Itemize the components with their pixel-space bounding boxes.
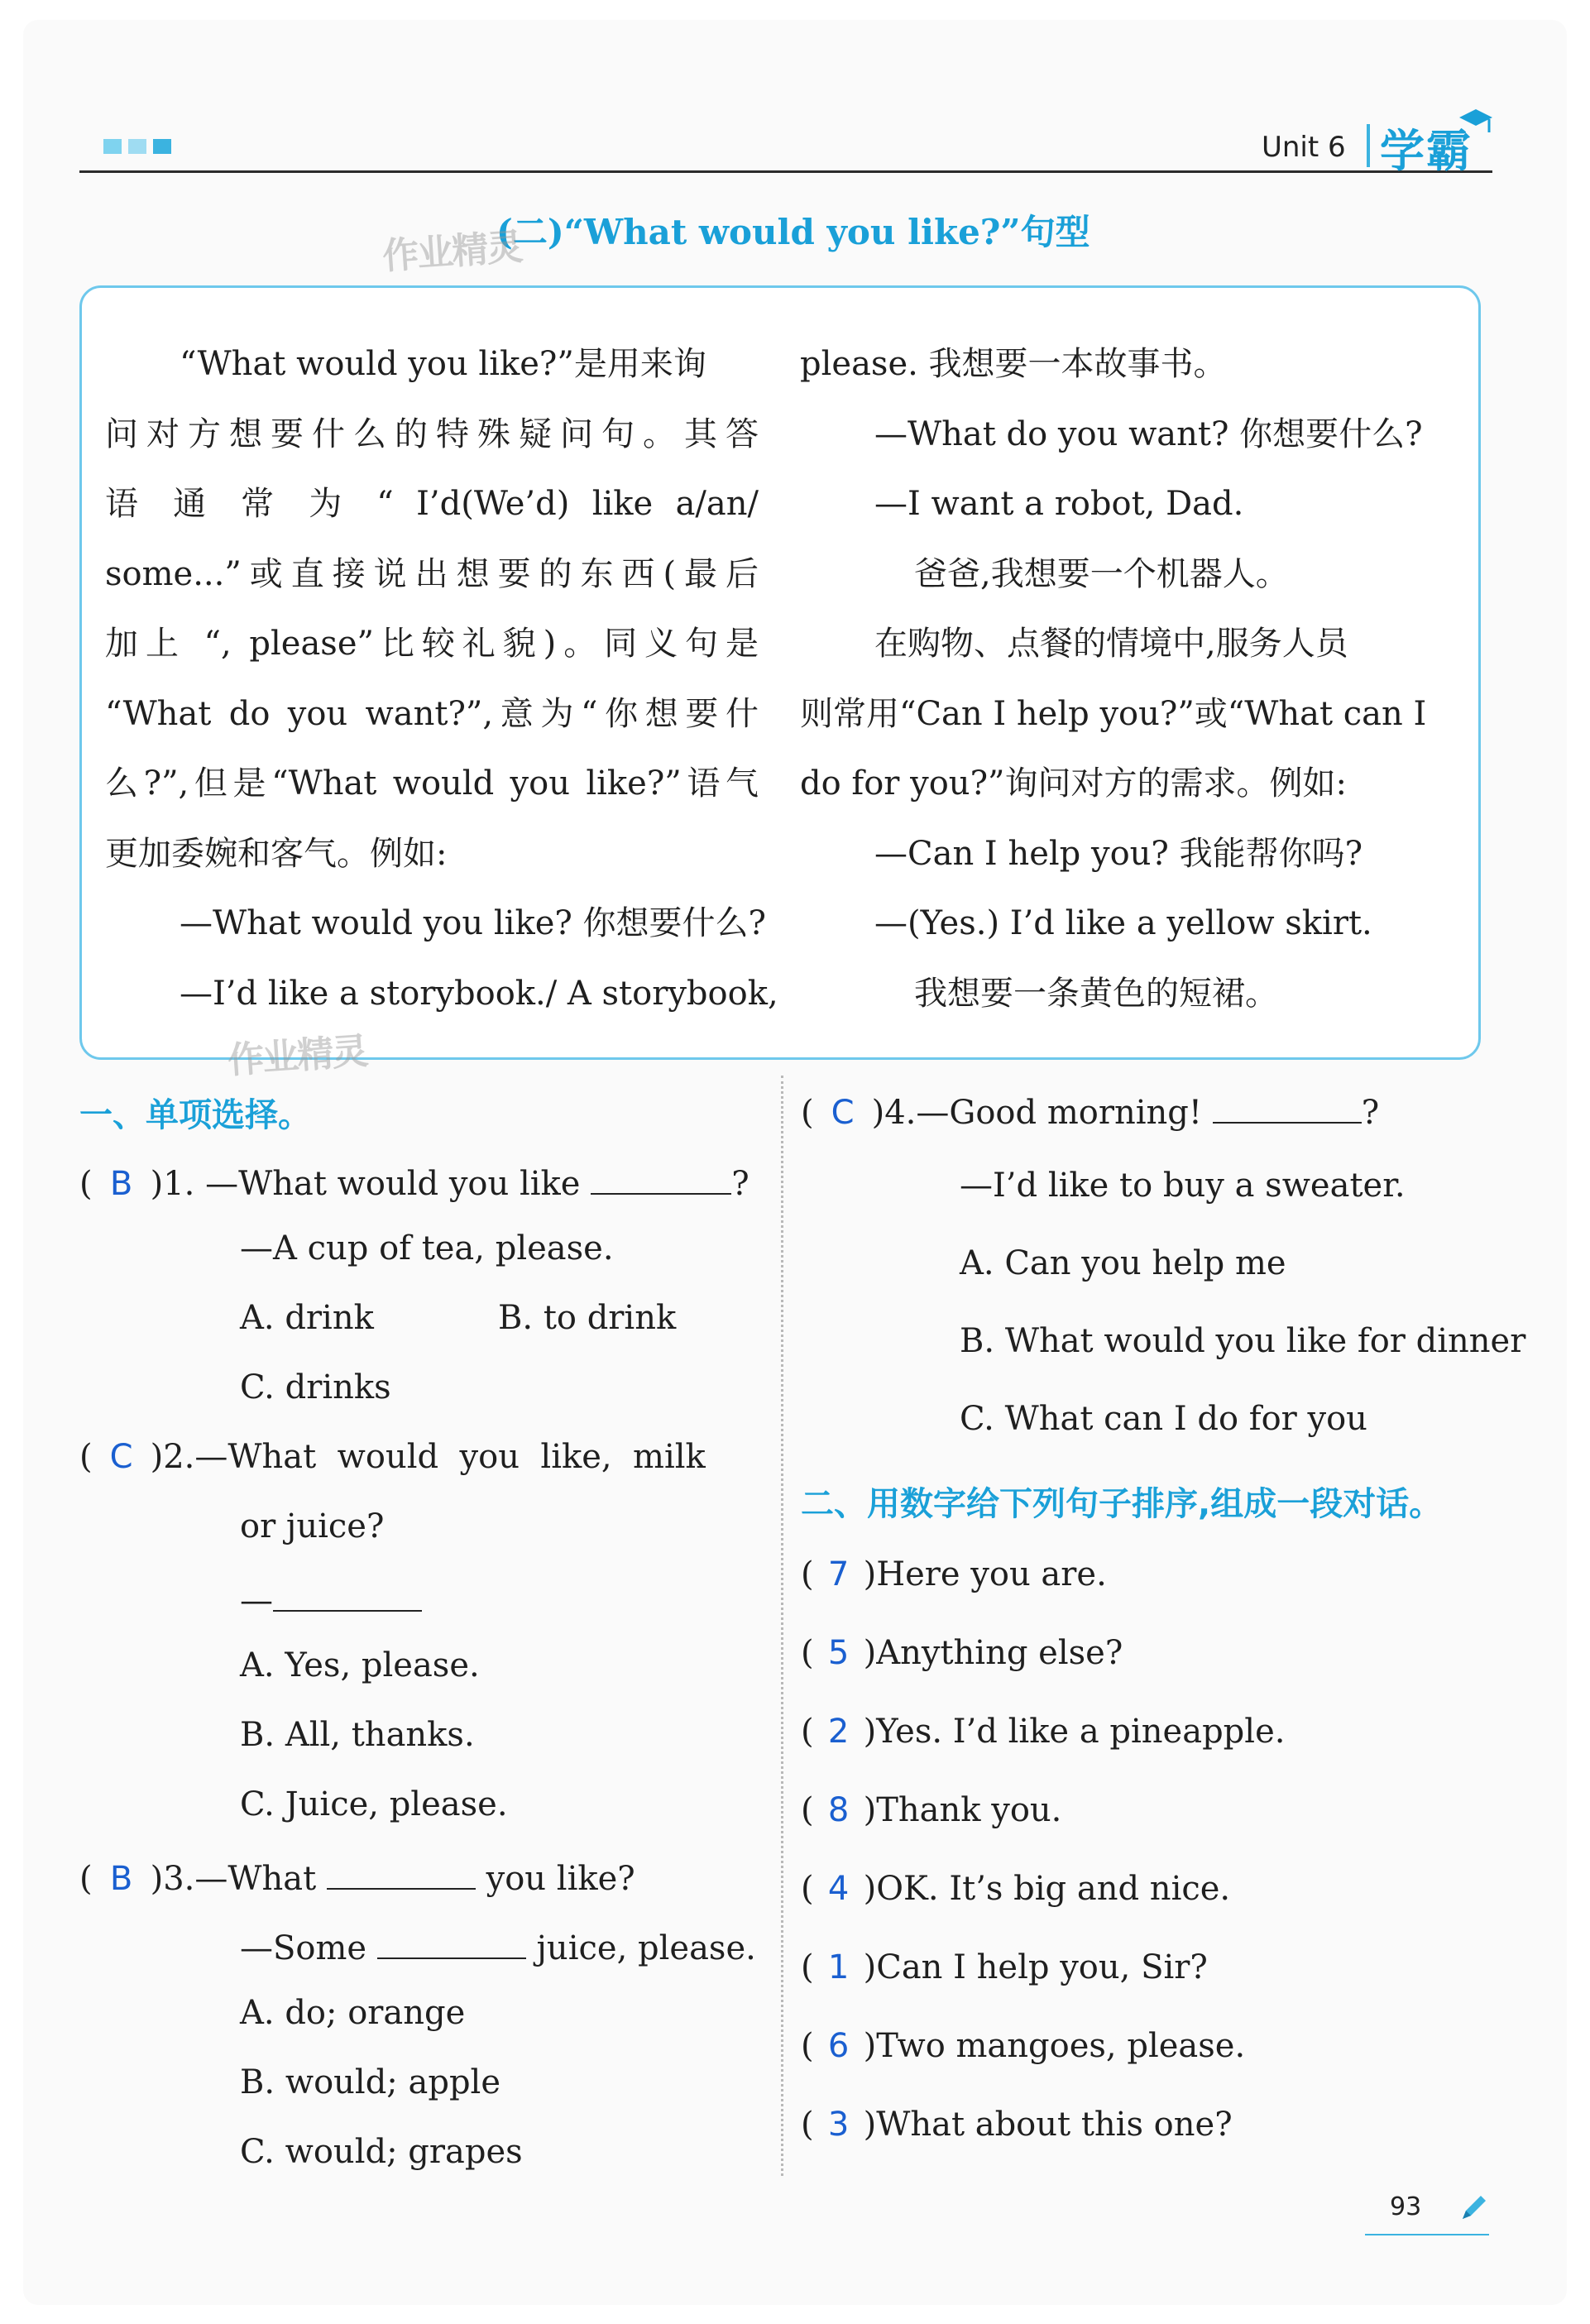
text-line: 么?”,但是“What would you like?”语气 [105, 764, 759, 803]
order-item: (2 )Yes. I’d like a pineapple. [801, 1713, 1286, 1751]
dialogue-line: —A cup of tea, please. [240, 1229, 614, 1267]
text-line: 在购物、点餐的情境中,服务人员 [874, 625, 1348, 663]
text-line: do for you?”询问对方的需求。例如: [800, 764, 1347, 803]
answer-blank[interactable] [591, 1160, 731, 1195]
order-number: 4 [827, 1870, 850, 1908]
dash: — [240, 1582, 273, 1620]
order-text: )Thank you. [863, 1791, 1062, 1829]
grammar-left-column [105, 329, 778, 1028]
question-1: (B )1. —What would you like ? [79, 1160, 750, 1203]
text-line: —(Yes.) I’d like a yellow skirt. [874, 904, 1372, 942]
section2-heading: 二、用数字给下列句子排序,组成一段对话。 [801, 1485, 1443, 1523]
watermark: 作业精灵 [381, 226, 523, 278]
answer-blank[interactable] [377, 1924, 526, 1959]
order-text: )Here you are. [863, 1555, 1107, 1593]
order-item: (3 )What about this one? [801, 2106, 1233, 2144]
footer-rule [1365, 2234, 1489, 2235]
order-text: )OK. It’s big and nice. [863, 1870, 1231, 1908]
grammar-box [79, 285, 1481, 1060]
question-stem: —What would you like, milk [194, 1438, 706, 1476]
text-line: 语 通 常 为 “ I’d(We’d) like a/an/ [105, 485, 759, 523]
question-stem-end: ? [731, 1165, 750, 1203]
order-item: (5 )Anything else? [801, 1634, 1123, 1672]
answer-blank[interactable] [273, 1577, 422, 1612]
option-a: A. Yes, please. [240, 1646, 480, 1684]
order-number: 3 [827, 2106, 850, 2144]
text-line: please. 我想要一本故事书。 [800, 345, 1227, 383]
question-stem: —What would you like [205, 1165, 581, 1203]
order-number: 7 [827, 1555, 850, 1593]
option-c: C. drinks [240, 1368, 391, 1406]
response-line [240, 1924, 756, 1967]
option-c: C. Juice, please. [240, 1785, 508, 1823]
order-number: 5 [827, 1634, 850, 1672]
question-number: )2. [150, 1438, 195, 1476]
text-line: 更加委婉和客气。例如: [105, 834, 448, 873]
option-a: A. do; orange [240, 1994, 466, 2032]
question-stem-end: ? [1361, 1094, 1380, 1132]
section-title: (二)“What would you like?”句型 [496, 212, 1090, 252]
text-line: 爸爸,我想要一个机器人。 [914, 554, 1289, 593]
header-separator [1367, 124, 1370, 167]
text-line: —I’d like a storybook./ A storybook, [180, 974, 778, 1013]
text-line: —I want a robot, Dad. [874, 485, 1244, 523]
column-divider [781, 1076, 783, 2176]
order-text: )Two mangoes, please. [863, 2027, 1246, 2065]
text-line: “What do you want?”,意为“你想要什 [105, 694, 759, 733]
answer-blank[interactable] [1213, 1089, 1362, 1124]
grammar-right-column [800, 329, 1462, 1028]
response-start: —Some [240, 1929, 367, 1967]
option-b: B. to drink [498, 1299, 677, 1337]
option-b: B. would; apple [240, 2063, 501, 2101]
text-line: 加上 “, please”比较礼貌)。同义句是 [105, 625, 759, 663]
question-continuation: or juice? [240, 1507, 385, 1545]
header-decoration [103, 139, 171, 154]
answer-blank[interactable] [327, 1855, 476, 1890]
question-stem: —Good morning! [916, 1094, 1202, 1132]
option-c: C. would; grapes [240, 2133, 523, 2171]
question-stem-end: you like? [486, 1860, 635, 1898]
answer-q1: B [109, 1165, 133, 1203]
order-item: (4 )OK. It’s big and nice. [801, 1870, 1231, 1908]
order-number: 8 [827, 1791, 850, 1829]
answer-q4: C [831, 1094, 855, 1132]
graduation-cap-icon [1456, 103, 1494, 141]
question-number: )1. [150, 1165, 195, 1203]
option-b: B. All, thanks. [240, 1716, 475, 1754]
question-number: )3. [150, 1860, 195, 1898]
brand-logo: 学霸 [1380, 125, 1473, 177]
option-a: A. drink [240, 1299, 374, 1337]
order-item: (8 )Thank you. [801, 1791, 1062, 1829]
page-number: 93 [1390, 2192, 1422, 2221]
order-text: )What about this one? [863, 2106, 1233, 2144]
order-item: (1 )Can I help you, Sir? [801, 1948, 1208, 1986]
section1-heading: 一、单项选择。 [79, 1096, 311, 1134]
order-number: 2 [827, 1713, 850, 1751]
text-line: —What would you like? 你想要什么? [180, 904, 766, 942]
watermark: 作业精灵 [226, 1030, 368, 1082]
header-rule [79, 170, 1492, 173]
text-line: “What would you like?”是用来询 [180, 345, 706, 383]
option-c: C. What can I do for you [960, 1400, 1367, 1438]
text-line: 问对方想要什么的特殊疑问句。其答 [105, 414, 759, 453]
unit-label: Unit 6 [1262, 131, 1346, 164]
dialogue-line: —I’d like to buy a sweater. [960, 1167, 1406, 1205]
order-text: )Yes. I’d like a pineapple. [863, 1713, 1286, 1751]
question-3: (B )3.—What you like? [79, 1855, 635, 1898]
order-number: 1 [827, 1948, 850, 1986]
order-text: )Anything else? [863, 1634, 1123, 1672]
text-line: some...”或直接说出想要的东西(最后 [105, 554, 759, 593]
question-4: (C )4.—Good morning! ? [801, 1089, 1379, 1132]
response-end: juice, please. [536, 1929, 756, 1967]
question-2: (C )2.—What would you like, milk [79, 1438, 706, 1476]
text-line: —Can I help you? 我能帮你吗? [874, 834, 1363, 873]
order-item: (6 )Two mangoes, please. [801, 2027, 1246, 2065]
response-line [240, 1577, 422, 1620]
option-a: A. Can you help me [960, 1244, 1286, 1282]
order-text: )Can I help you, Sir? [863, 1948, 1208, 1986]
text-line: —What do you want? 你想要什么? [874, 414, 1423, 453]
order-item: (7 )Here you are. [801, 1555, 1107, 1593]
option-b: B. What would you like for dinner [960, 1322, 1526, 1360]
question-number: )4. [871, 1094, 917, 1132]
answer-q3: B [109, 1860, 133, 1898]
order-number: 6 [827, 2027, 850, 2065]
pencil-icon [1456, 2192, 1489, 2226]
text-line: 我想要一条黄色的短裙。 [914, 974, 1278, 1013]
question-stem: —What [194, 1860, 317, 1898]
answer-q2: C [109, 1438, 133, 1476]
text-line: 则常用“Can I help you?”或“What can I [800, 694, 1427, 733]
